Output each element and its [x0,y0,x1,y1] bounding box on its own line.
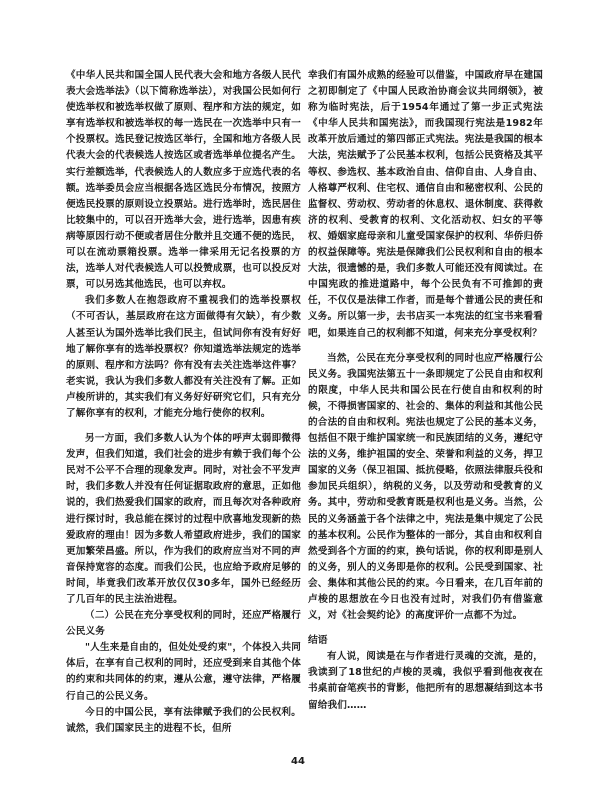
paragraph-gap [66,422,301,431]
paragraph-citizen-rights: 今日的中国公民，享有法律赋予我们的公民权利。诚然，我们国家民主的进程不长，但所 [66,706,301,734]
paragraph-constitution: 幸我们有国外成熟的经验可以借鉴，中国政府早在建国之初即制定了《中国人民政治协商会议共同纲领》，被称为临时宪法，后于1954年通过了第一步正式宪法《中华人民共和国宪法》，而我国现行宪法是1982年改革开放后通过的第四部正式宪法。宪法是我国的根本大法，宪法赋予了公民基本权利，包括公民资格及其平等权、参选权、基本政治自由、信仰自由、人身自由、人格尊严权利、住宅权、通信自由和秘密权利、公民的监督权、劳动权、劳动者的休息权、退休制度、获得救济的权利、受教育的权利、文化活动权、妇女的平等权、婚姻家庭母亲和儿童受国家保护的权利、华侨归侨的权益保障等。宪法是保障我们公民权利和自由的根本大法，很遗憾的是，我们多数人可能还没有阅读过。在中国宪政的推进道路中，每个公民负有不可推卸的责任，不仅仅是法律工作者，而是每个普通公民的责任和义务。所以第一步，去书店买一本宪法的红宝书来看看吧，如果连自己的权利都不知道，何来充分享受权利？ [308,70,543,339]
paragraph-citizen-duties: 当然，公民在充分享受权利的同时也应严格履行公民义务。我国宪法第五十一条即规定了公民自由和权利的限度，中华人民共和国公民在行使自由和权利的时候，不得损害国家的、社会的、集体的利益和其他公民的合法的自由和权利。宪法也规定了公民的基本义务，包括但不限于维护国家统一和民族团结的义务，遵纪守法的义务，维护祖国的安全、荣誉和利益的义务，捍卫国家的义务（保卫祖国、抵抗侵略，依照法律服兵役和参加民兵组织），纳税的义务，以及劳动和受教育的义务。其中，劳动和受教育既是权利也是义务。当然，公民的义务涵盖于各个法律之中，宪法是集中规定了公民的基本权利。公民作为整体的一部分，其自由和权利自然受到各个方面的约束，换句话说，你的权利即是别人的义务，别人的义务即是你的权利。公民受到国家、社会、集体和其他公民的约束。今日看来，在几百年前的卢梭的思想放在今日也没有过时，对我们仍有借鉴意义，对《社会契约论》的高度评价一点都不为过。 [308,352,543,622]
paragraph-voting-rights: 我们多数人在抱怨政府不重视我们的选举投票权（不可否认，基层政府在这方面做得有欠缺），有少数人甚至认为国外选举比我们民主，但试问你有没有好好地了解你享有的选举投票权？你知道选举法规定的选举的原则、程序和方法吗？你有没有去关注选举这件事？老实说，我认为我们多数人都没有关注没有了解。正如卢梭所讲的，其实我们有义务好好研究它们，只有充分了解你享有的权利，才能充分地行使你的权利。 [66,295,301,419]
paragraph-citizen-voice: 另一方面，我们多数人认为个体的呼声太弱即微得发声，但我们知道，我们社会的进步有赖于我们每个公民对不公平不合理的现象发声。同时，对社会不平发声时，我们多数人并没有任何证据取政府的意思，正如他说的，我们热爱我们国家的政府，而且每次对各种政府进行探讨时，我总能在探讨的过程中欣喜地发现新的热爱政府的理由！因为多数人希望政府进步，我们的国家更加繁荣昌盛。所以，作为我们的政府应当对不同的声音保持宽容的态度。而我们公民，也应给予政府足够的时间，毕竟我们改革开放仅仅30多年，国外已经经历了几百年的民主法治进程。 [66,433,301,605]
conclusion-heading: 结语 [308,635,328,647]
right-column [308,68,543,714]
paragraph-conclusion: 有人说，阅读是在与作者进行灵魂的交流，是的，我读到了18世纪的卢梭的灵魂，我似乎看到他夜夜在书桌前奋笔疾书的背影，他把所有的思想凝结到这本书留给我们…… [308,651,543,711]
page-number: 44 [291,756,305,767]
left-column [66,68,301,737]
paragraph-gap [308,624,543,633]
paragraph-gap [308,342,543,351]
section-subheading: （二）公民在充分享受权利的同时，还应严格履行公民义务 [66,610,301,638]
paragraph-rousseau-quote: "人生来是自由的，但处处受约束"，个体投入共同体后，在享有自己权利的同时，还应受到来自其他个体的约束和共同体的约束，遵从公意，遵守法律，严格履行自己的公民义务。 [66,642,301,702]
paragraph-election-law: 《中华人民共和国全国人民代表大会和地方各级人民代表大会选举法》（以下简称选举法），对我国公民如何行使选举权和被选举权做了原则、程序和方法的规定，如享有选举权和被选举权的每一选民在一次选举中只有一个投票权。选民登记按选区举行，全国和地方各级人民代表大会的代表候选人按选区或者选举单位提名产生。实行差额选举，代表候选人的人数应多于应选代表的名额。选举委员会应当根据各选区选民分布情况，按照方便选民投票的原则设立投票站。进行选举时，选民居住比较集中的，可以召开选举大会，进行选举，因患有疾病等原因行动不便或者居住分散并且交通不便的选民，可以在流动票箱投票。选举一律采用无记名投票的方法，选举人对代表候选人可以投赞成票，也可以投反对票，可以另选其他选民，也可以弃权。 [66,70,301,291]
